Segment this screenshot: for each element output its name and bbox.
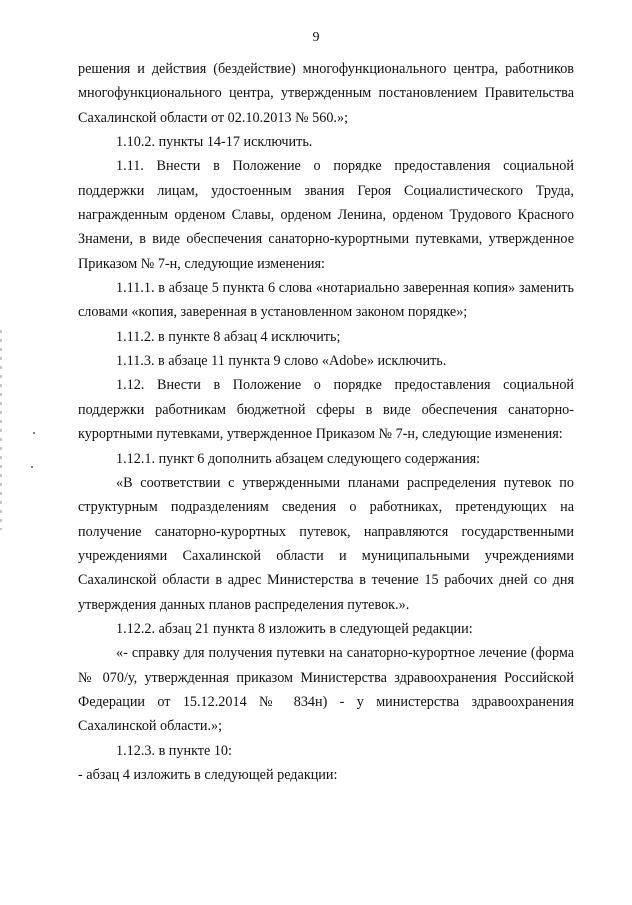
scan-edge-artifact [0,330,2,530]
page-number: 9 [312,30,320,45]
paragraph-abzac-4: - абзац 4 изложить в следующей редакции: [78,766,338,783]
paragraph-1-12-2: 1.12.2. абзац 21 пункта 8 изложить в следующей редакции: [116,620,473,637]
paragraph-1-12: 1.12. Внести в Положение о порядке предоставления социальной поддержки работникам бюджетной сферы в виде обеспечения санаторно-курортными путевками, утвержденное Приказом № 7-н, следующие изменения: [78,377,574,443]
scan-dot-artifact [33,432,35,434]
paragraph-1-12-3: 1.12.3. в пункте 10: [116,742,232,759]
paragraph-1-12-1: 1.12.1. пункт 6 дополнить абзацем следующего содержания: [116,450,481,467]
paragraph-quote-distribution: «В соответствии с утвержденными планами распределения путевок по структурным подразделениям сведения о работниках, претендующих на получение санаторно-курортных путевок, направляются государственными учреждениями Сахалинской области и муниципальными учреждениями Сахалинской области в адрес Министерства в течение 15 рабочих дней со дня утверждения данных планов распределения путевок.». [78,474,574,613]
paragraph-quote-certificate: «- справку для получения путевки на санаторно-курортное лечение (форма № 070/у, утвержденная приказом Министерства здравоохранения Российской Федерации от 15.12.2014 № 834н) - у министерства здравоохранения Сахалинской области.»; [78,645,574,735]
paragraph-1-11-2: 1.11.2. в пункте 8 абзац 4 исключить; [116,328,341,345]
scan-dot-artifact [31,466,33,468]
paragraph-1-11-3: 1.11.3. в абзаце 11 пункта 9 слово «Adobe» исключить. [116,353,447,370]
paragraph-continuation: решения и действия (бездействие) многофункционального центра, работников многофункционального центра, утвержденным постановлением Правительства Сахалинской области от 02.10.2013 № 560.»; [78,61,574,126]
paragraph-1-10-2: 1.10.2. пункты 14-17 исключить. [116,134,313,151]
paragraph-1-11: 1.11. Внести в Положение о порядке предоставления социальной поддержки лицам, удостоенным звания Героя Социалистического Труда, награжденным орденом Славы, орденом Ленина, орденом Трудового Красного Знамени, в виде обеспечения санаторно-курортными путевками, утвержденное Приказом № 7-н, следующие изменения: [78,158,574,272]
document-body [78,57,574,787]
paragraph-1-11-1: 1.11.1. в абзаце 5 пункта 6 слова «нотариально заверенная копия» заменить словами «копия, заверенная в установленном законом порядке»; [78,280,574,321]
